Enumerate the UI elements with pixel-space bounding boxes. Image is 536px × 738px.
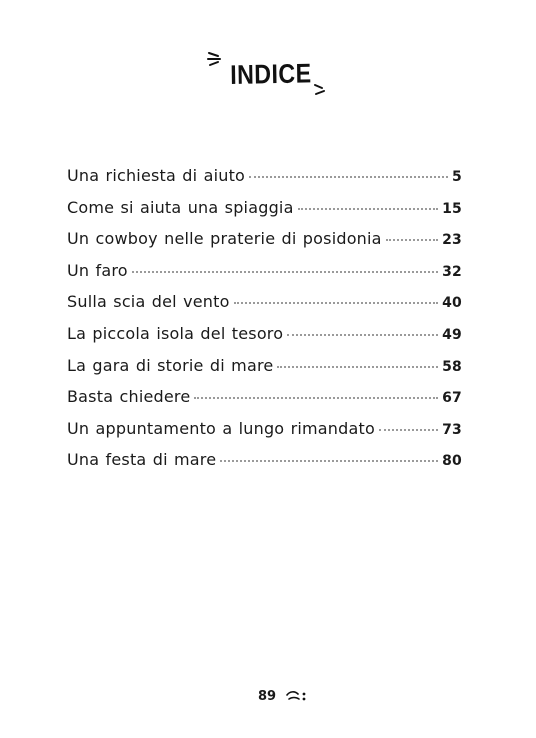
- toc-entry-title: La gara di storie di mare: [67, 355, 274, 375]
- dot-leader: [132, 271, 438, 273]
- toc-entry[interactable]: [67, 419, 462, 451]
- dot-leader: [249, 176, 448, 178]
- toc-entry[interactable]: [67, 356, 462, 388]
- page-number: 89: [258, 688, 277, 704]
- title-block: [200, 46, 340, 106]
- dot-leader: [287, 334, 438, 336]
- dot-leader: [234, 302, 439, 304]
- toc-entry-page: 58: [442, 358, 462, 375]
- dot-leader: [298, 208, 439, 210]
- toc-entry-page: 32: [442, 263, 462, 280]
- toc-entry-page: 15: [442, 200, 462, 217]
- dot-leader: [379, 429, 438, 431]
- page-title: INDICE: [230, 58, 312, 90]
- toc-entry-title: Basta chiedere: [67, 387, 191, 407]
- toc-entry[interactable]: [67, 166, 462, 198]
- table-of-contents: [67, 166, 462, 482]
- dot-leader: [194, 397, 438, 399]
- toc-entry-page: 67: [442, 390, 462, 407]
- toc-entry-title: Una festa di mare: [67, 450, 217, 470]
- toc-entry-title: La piccola isola del tesoro: [67, 323, 284, 343]
- toc-entry-page: 23: [442, 232, 462, 249]
- toc-entry-title: Come si aiuta una spiaggia: [67, 197, 294, 217]
- toc-entry-page: 49: [442, 326, 462, 343]
- toc-entry[interactable]: [67, 198, 462, 230]
- toc-entry[interactable]: [67, 324, 462, 356]
- toc-entry[interactable]: [67, 261, 462, 293]
- dot-leader: [220, 460, 438, 462]
- toc-entry-page: 40: [442, 295, 462, 312]
- wave-icon: [286, 687, 308, 706]
- toc-entry-page: 80: [442, 453, 462, 470]
- toc-entry[interactable]: [67, 292, 462, 324]
- toc-entry-title: Una richiesta di aiuto: [67, 166, 246, 185]
- toc-entry[interactable]: [67, 229, 462, 261]
- sparkle-lines-icon: [312, 82, 328, 102]
- page-footer: [258, 686, 308, 706]
- toc-entry[interactable]: [67, 450, 462, 482]
- toc-entry-title: Sulla scia del vento: [67, 292, 230, 312]
- sparkle-lines-icon: [206, 50, 226, 72]
- toc-entry-page: 73: [442, 421, 462, 438]
- dot-leader: [386, 239, 438, 241]
- dot-leader: [277, 366, 438, 368]
- toc-entry-title: Un cowboy nelle praterie di posidonia: [67, 229, 382, 249]
- toc-entry[interactable]: [67, 387, 462, 419]
- toc-entry-page: 5: [452, 169, 462, 185]
- toc-entry-title: Un faro: [67, 260, 128, 280]
- toc-entry-title: Un appuntamento a lungo rimandato: [67, 418, 375, 438]
